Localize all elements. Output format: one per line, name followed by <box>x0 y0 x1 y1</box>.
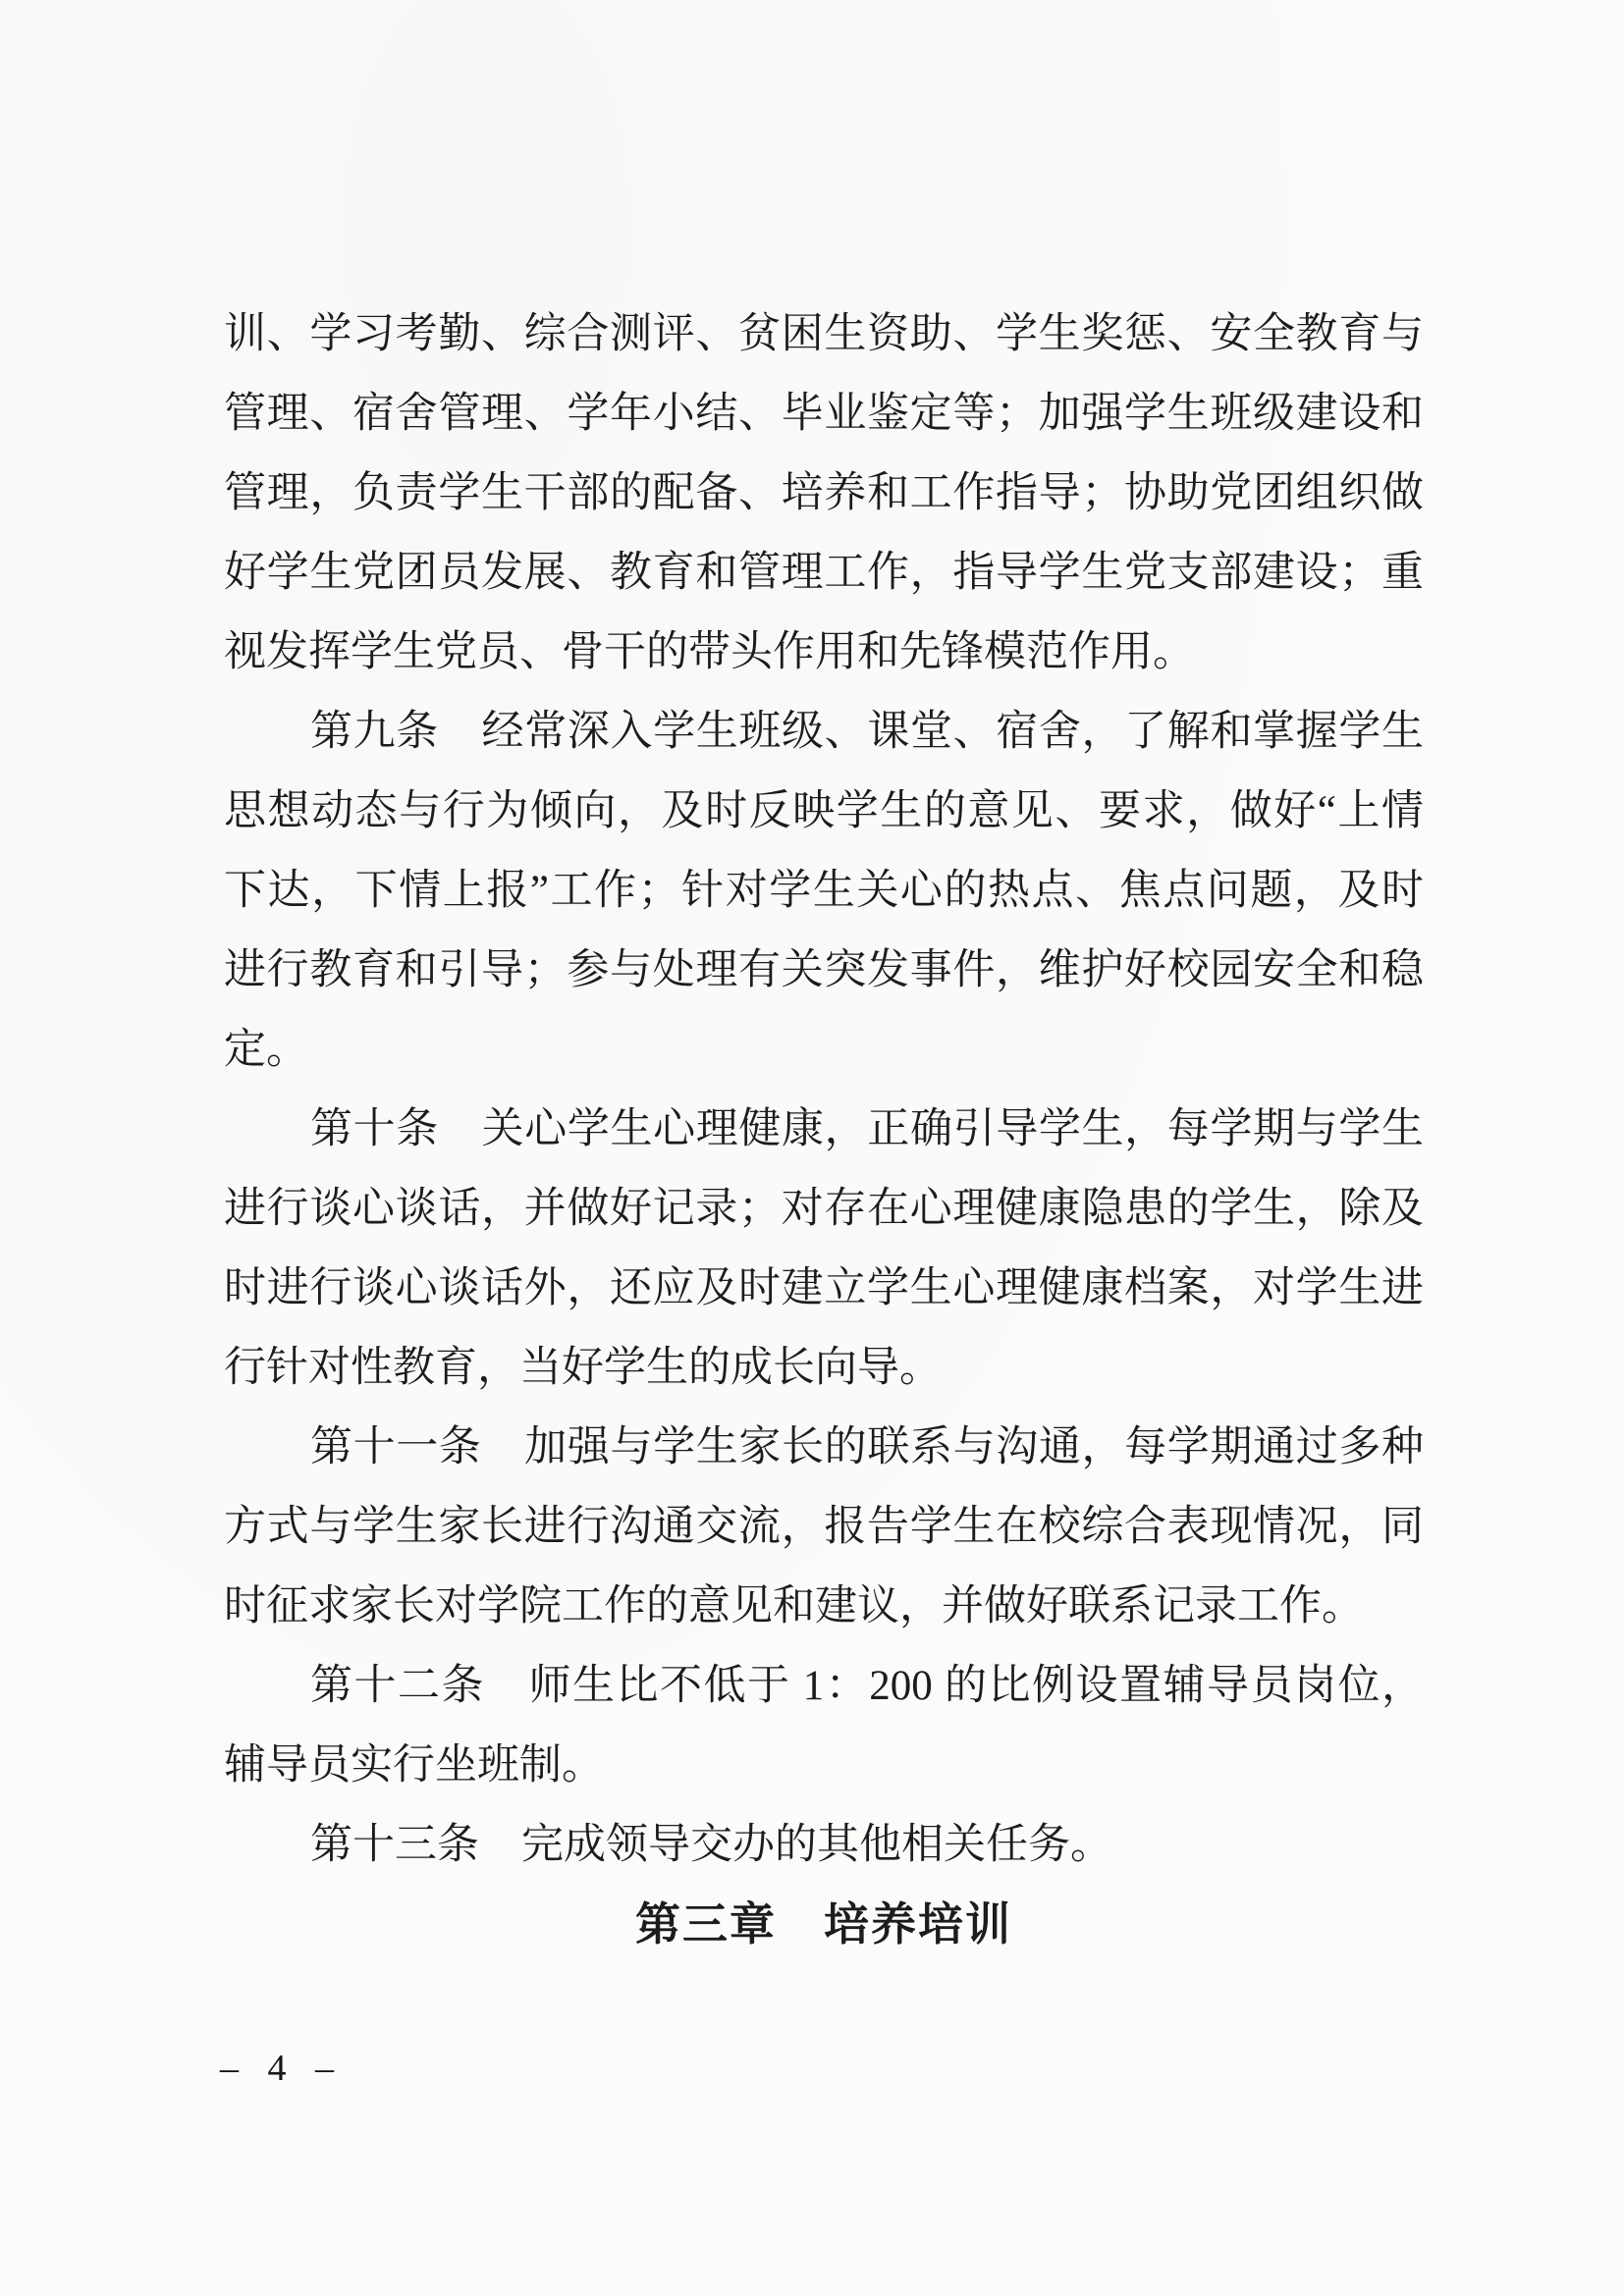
document-line: 辅导员实行坐班制。 <box>224 1742 604 1789</box>
document-line: 管理、宿舍管理、学年小结、毕业鉴定等；加强学生班级建设和 <box>224 391 1424 437</box>
document-line: 思想动态与行为倾向，及时反映学生的意见、要求，做好“上情 <box>224 788 1424 834</box>
document-line: 定。 <box>224 1027 308 1073</box>
document-line: 行针对性教育，当好学生的成长向导。 <box>224 1345 942 1391</box>
chapter-heading: 第三章 培养培训 <box>635 1898 1012 1949</box>
document-line: 下达，下情上报”工作；针对学生关心的热点、焦点问题，及时 <box>224 868 1424 914</box>
document-line: 方式与学生家长进行沟通交流，报告学生在校综合表现情况，同 <box>224 1504 1424 1550</box>
document-line-article-12: 第十二条 师生比不低于 1：200 的比例设置辅导员岗位， <box>310 1663 1424 1709</box>
document-line: 好学生党团员发展、教育和管理工作，指导学生党支部建设；重 <box>224 550 1424 596</box>
document-line: 时进行谈心谈话外，还应及时建立学生心理健康档案，对学生进 <box>224 1265 1424 1311</box>
document-line: 视发挥学生党员、骨干的带头作用和先锋模范作用。 <box>224 629 1195 675</box>
document-line-article-10: 第十条 关心学生心理健康，正确引导学生，每学期与学生 <box>310 1106 1424 1152</box>
document-body <box>224 294 1424 1964</box>
document-line: 时征求家长对学院工作的意见和建议，并做好联系记录工作。 <box>224 1583 1364 1629</box>
document-line: 训、学习考勤、综合测评、贫困生资助、学生奖惩、安全教育与 <box>224 311 1424 357</box>
document-line: 进行教育和引导；参与处理有关突发事件，维护好校园安全和稳 <box>224 947 1424 993</box>
document-line-article-9: 第九条 经常深入学生班级、课堂、宿舍，了解和掌握学生 <box>310 709 1424 755</box>
document-line-article-11: 第十一条 加强与学生家长的联系与沟通，每学期通过多种 <box>310 1424 1424 1470</box>
document-line-article-13: 第十三条 完成领导交办的其他相关任务。 <box>310 1822 1112 1868</box>
document-line: 管理，负责学生干部的配备、培养和工作指导；协助党团组织做 <box>224 470 1424 516</box>
page-number: – 4 – <box>220 2048 344 2089</box>
document-line: 进行谈心谈话，并做好记录；对存在心理健康隐患的学生，除及 <box>224 1186 1424 1232</box>
